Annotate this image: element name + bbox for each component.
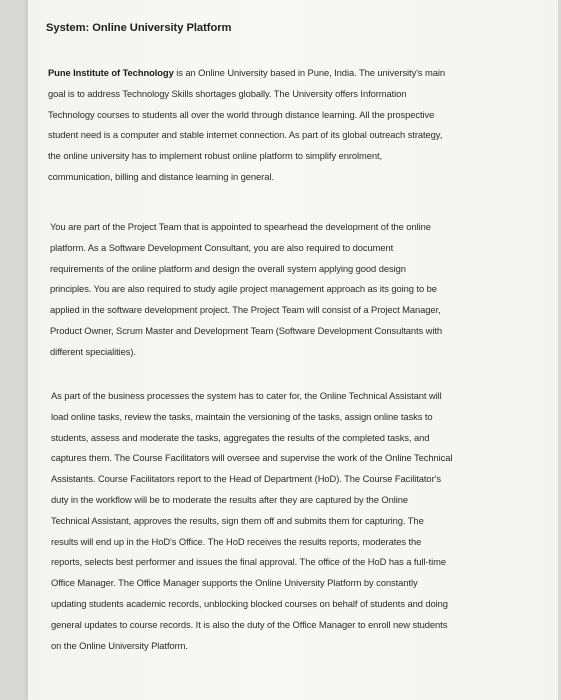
organization-name: Pune Institute of Technology xyxy=(48,67,174,78)
paragraph-institution-overview xyxy=(48,63,528,188)
paragraph-line: Assistants. Course Facilitators report to the Head of Department (HoD). The Course Facilitator's xyxy=(51,473,441,485)
document-title: System: Online University Platform xyxy=(46,22,232,34)
paragraph-line: different specialities). xyxy=(50,345,136,357)
paragraph-line: You are part of the Project Team that is appointed to spearhead the development of the online xyxy=(50,221,431,232)
paragraph-line: updating students academic records, unblocking blocked courses on behalf of students and doing xyxy=(51,597,448,609)
paragraph-line: requirements of the online platform and design the overall system applying good design xyxy=(50,262,406,274)
paragraph-line: Office Manager. The Office Manager supports the Online University Platform by constantly xyxy=(51,577,418,589)
paragraph-business-processes xyxy=(51,386,531,656)
paragraph-line: results will end up in the HoD's Office. The HoD receives the results reports, moderates the xyxy=(51,535,422,547)
paragraph-line: goal is to address Technology Skills shortages globally. The University offers Information xyxy=(48,87,407,99)
document-page xyxy=(28,0,558,700)
paragraph-line: As part of the business processes the system has to cater for, the Online Technical Assistant will xyxy=(51,390,442,401)
paragraph-line: load online tasks, review the tasks, maintain the versioning of the tasks, assign online tasks to xyxy=(51,410,433,422)
paragraph-line: reports, selects best performer and issues the final approval. The office of the HoD has a full-time xyxy=(51,556,446,568)
paragraph-line: Technology courses to students all over the world through distance learning. All the prospective xyxy=(48,108,435,120)
paragraph-line: on the Online University Platform. xyxy=(51,639,188,651)
paragraph-line: general updates to course records. It is also the duty of the Office Manager to enroll new students xyxy=(51,618,448,630)
paragraph-line: platform. As a Software Development Consultant, you are also required to document xyxy=(50,241,394,253)
paragraph-line: duty in the workflow will be to moderate the results after they are captured by the Online xyxy=(51,493,409,505)
paragraph-line: captures them. The Course Facilitators will oversee and supervise the work of the Online Technical xyxy=(51,452,453,464)
paragraph-line xyxy=(48,63,528,84)
paragraph-line: communication, billing and distance learning in general. xyxy=(48,170,274,182)
paragraph-project-team xyxy=(50,217,530,363)
paragraph-line: the online university has to implement robust online platform to simplify enrolment, xyxy=(48,150,383,162)
paragraph-line: student need is a computer and stable internet connection. As part of its global outreach strategy, xyxy=(48,129,443,141)
paragraph-line: principles. You are also required to study agile project management approach as its going to be xyxy=(50,283,437,295)
paragraph-line: Technical Assistant, approves the results, sign them off and submits them for capturing. The xyxy=(51,514,424,526)
paragraph-line: Product Owner, Scrum Master and Development Team (Software Development Consultants with xyxy=(50,324,443,336)
line-text: is an Online University based in Pune, India. The university's main xyxy=(173,67,446,78)
paragraph-line: students, assess and moderate the tasks, aggregates the results of the completed tasks, and xyxy=(51,431,430,443)
paragraph-line: applied in the software development project. The Project Team will consist of a Project Manager, xyxy=(50,304,441,316)
